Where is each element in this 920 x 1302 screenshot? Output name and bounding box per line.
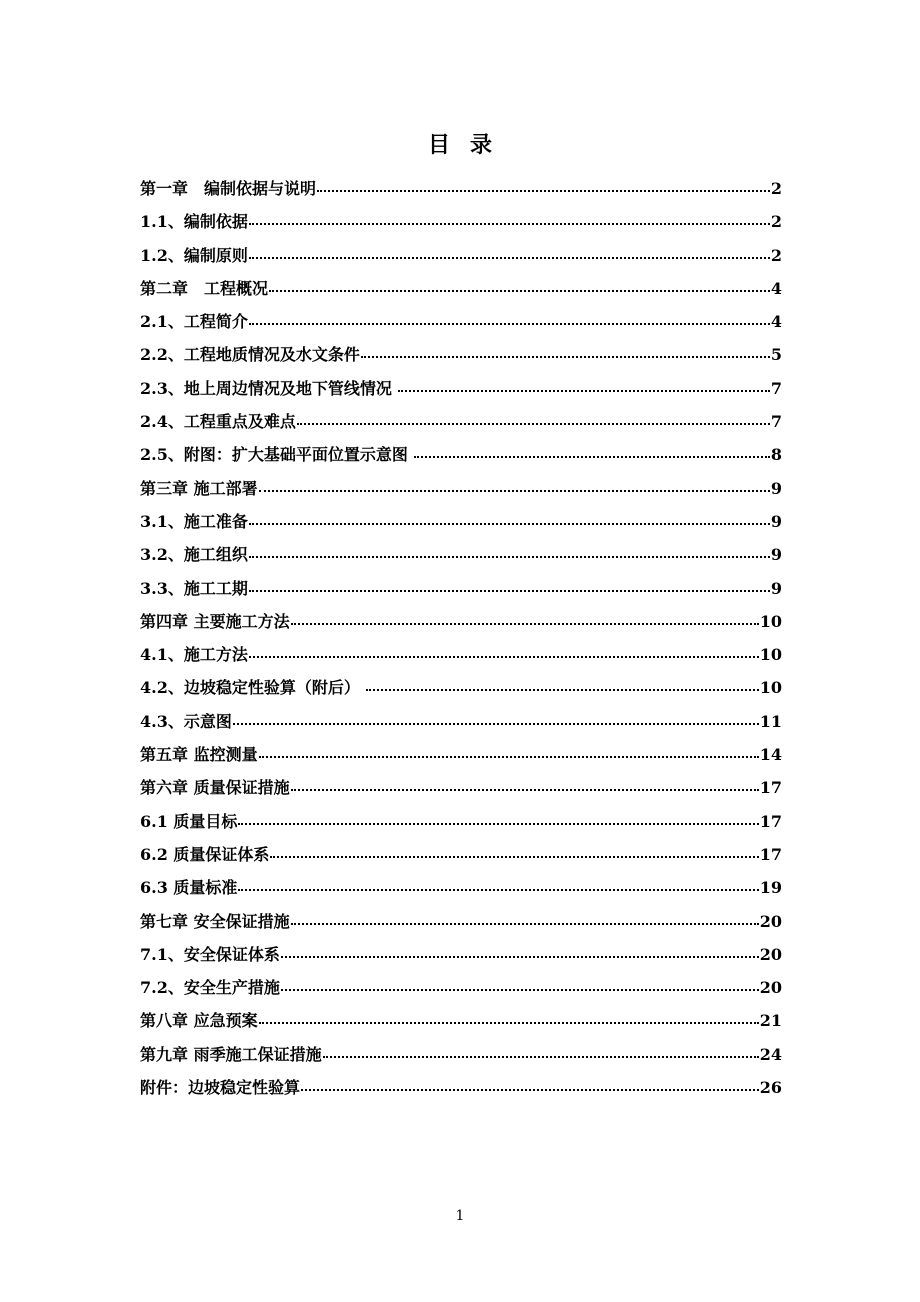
toc-leader-dots: [291, 789, 759, 791]
toc-leader-dots: [249, 590, 770, 592]
toc-entry-page: 24: [759, 1044, 782, 1064]
toc-entry[interactable]: [140, 1008, 782, 1041]
toc-entry-page: 10: [759, 645, 782, 665]
toc-entry-page: 17: [759, 778, 782, 798]
toc-leader-dots: [269, 290, 770, 292]
toc-entry[interactable]: [140, 442, 782, 475]
toc-entry[interactable]: [140, 342, 782, 375]
toc-entry-label: 7.1、安全保证体系: [140, 944, 280, 964]
toc-entry[interactable]: [140, 875, 782, 908]
toc-entry[interactable]: [140, 942, 782, 975]
toc-leader-dots: [281, 989, 759, 991]
toc-entry-page: 7: [770, 412, 782, 432]
toc-leader-dots: [361, 356, 770, 358]
toc-entry-label: 1.1、编制依据: [140, 212, 248, 232]
toc-leader-dots: [249, 223, 770, 225]
toc-entry[interactable]: [140, 975, 782, 1008]
toc-entry[interactable]: [140, 609, 782, 642]
toc-entry[interactable]: [140, 709, 782, 742]
toc-entry[interactable]: [140, 542, 782, 575]
toc-entry-label: 2.1、工程简介: [140, 312, 248, 332]
toc-entry-page: 2: [770, 212, 782, 232]
toc-leader-dots: [297, 423, 770, 425]
toc-entry[interactable]: [140, 742, 782, 775]
toc-leader-dots: [301, 1089, 759, 1091]
toc-entry-page: 26: [759, 1078, 782, 1098]
toc-leader-dots: [249, 523, 770, 525]
toc-entry-label: 第一章 编制依据与说明: [140, 179, 317, 198]
toc-entry[interactable]: [140, 675, 782, 708]
page-number: 1: [455, 1208, 465, 1224]
toc-entry-label: 第三章 施工部署: [140, 478, 258, 498]
toc-leader-dots: [366, 689, 758, 691]
toc-entry-label: 4.2、边坡稳定性验算（附后）: [140, 678, 366, 698]
toc-entry-page: 9: [770, 578, 782, 598]
toc-entry[interactable]: [140, 409, 782, 442]
toc-entry-page: 9: [770, 545, 782, 565]
toc-entry-page: 4: [770, 278, 782, 298]
toc-entry-page: 7: [770, 378, 782, 398]
toc-entry-label: 4.3、示意图: [140, 711, 232, 731]
toc-entry-page: 21: [759, 1011, 782, 1031]
toc-entry-label: 第六章 质量保证措施: [140, 778, 290, 798]
toc-entry[interactable]: [140, 775, 782, 808]
toc-leader-dots: [249, 257, 770, 259]
toc-entry[interactable]: [140, 509, 782, 542]
toc-entry[interactable]: [140, 309, 782, 342]
toc-entry-label: 2.5、附图：扩大基础平面位置示意图: [140, 445, 414, 465]
toc-entry-label: 2.2、工程地质情况及水文条件: [140, 345, 360, 365]
toc-entry-page: 4: [770, 312, 782, 332]
toc-leader-dots: [398, 390, 769, 392]
toc-entry-label: 6.1 质量目标: [140, 811, 238, 831]
toc-entry[interactable]: [140, 209, 782, 242]
toc-entry-page: 10: [759, 611, 782, 631]
toc-entry-page: 8: [770, 445, 782, 465]
toc-leader-dots: [270, 856, 758, 858]
toc-entry-label: 7.2、安全生产措施: [140, 978, 280, 998]
toc-entry-label: 6.2 质量保证体系: [140, 844, 270, 864]
toc-entry[interactable]: [140, 576, 782, 609]
toc-entry-label: 第四章 主要施工方法: [140, 611, 290, 631]
toc-entry[interactable]: [140, 476, 782, 509]
toc-entry[interactable]: [140, 909, 782, 942]
toc-entry-page: 2: [770, 179, 782, 198]
toc-entry-label: 1.2、编制原则: [140, 245, 248, 265]
toc-leader-dots: [323, 1056, 759, 1058]
toc-entry-page: 10: [759, 678, 782, 698]
toc-leader-dots: [259, 756, 759, 758]
toc-entry-label: 第二章 工程概况: [140, 278, 269, 298]
toc-leader-dots: [233, 723, 759, 725]
toc-entry-label: 3.3、施工工期: [140, 578, 248, 598]
toc-leader-dots: [259, 1022, 759, 1024]
toc-entry-label: 3.1、施工准备: [140, 511, 248, 531]
toc-entry-label: 6.3 质量标准: [140, 878, 238, 898]
toc-entry[interactable]: [140, 842, 782, 875]
toc-leader-dots: [259, 490, 770, 492]
toc-leader-dots: [291, 623, 759, 625]
toc-entry[interactable]: [140, 376, 782, 409]
toc-entry[interactable]: [140, 642, 782, 675]
toc-entry-label: 2.3、地上周边情况及地下管线情况: [140, 378, 398, 398]
toc-entry-page: 11: [759, 711, 782, 731]
toc-leader-dots: [281, 956, 759, 958]
toc-entry-page: 17: [759, 844, 782, 864]
toc-entry-page: 2: [770, 245, 782, 265]
toc-entry-label: 4.1、施工方法: [140, 645, 248, 665]
toc-leader-dots: [291, 923, 759, 925]
toc-entry-page: 20: [759, 944, 782, 964]
toc-entry[interactable]: [140, 176, 782, 209]
toc-entry[interactable]: [140, 1042, 782, 1075]
toc-entry[interactable]: [140, 809, 782, 842]
toc-entry[interactable]: [140, 243, 782, 276]
toc-entry-label: 第五章 监控测量: [140, 745, 258, 765]
toc-entry-page: 9: [770, 511, 782, 531]
toc-entry[interactable]: [140, 276, 782, 309]
toc-entry-page: 20: [759, 911, 782, 931]
toc-title: 目录: [427, 132, 512, 158]
toc-list: [140, 176, 782, 1108]
toc-leader-dots: [249, 556, 770, 558]
toc-entry-label: 第九章 雨季施工保证措施: [140, 1044, 322, 1064]
toc-leader-dots: [249, 323, 770, 325]
toc-entry-page: 17: [759, 811, 782, 831]
toc-entry-label: 附件：边坡稳定性验算: [140, 1078, 301, 1098]
toc-entry-page: 20: [759, 978, 782, 998]
toc-leader-dots: [238, 889, 758, 891]
toc-leader-dots: [317, 190, 770, 192]
toc-entry-label: 2.4、工程重点及难点: [140, 412, 296, 432]
toc-leader-dots: [249, 656, 759, 658]
toc-entry-page: 9: [770, 478, 782, 498]
toc-entry-page: 14: [759, 745, 782, 765]
toc-entry[interactable]: [140, 1075, 782, 1108]
toc-leader-dots: [414, 456, 769, 458]
toc-leader-dots: [238, 823, 758, 825]
toc-entry-label: 第八章 应急预案: [140, 1011, 258, 1031]
toc-entry-label: 3.2、施工组织: [140, 545, 248, 565]
toc-entry-page: 19: [759, 878, 782, 898]
toc-entry-page: 5: [770, 345, 782, 365]
toc-entry-label: 第七章 安全保证措施: [140, 911, 290, 931]
